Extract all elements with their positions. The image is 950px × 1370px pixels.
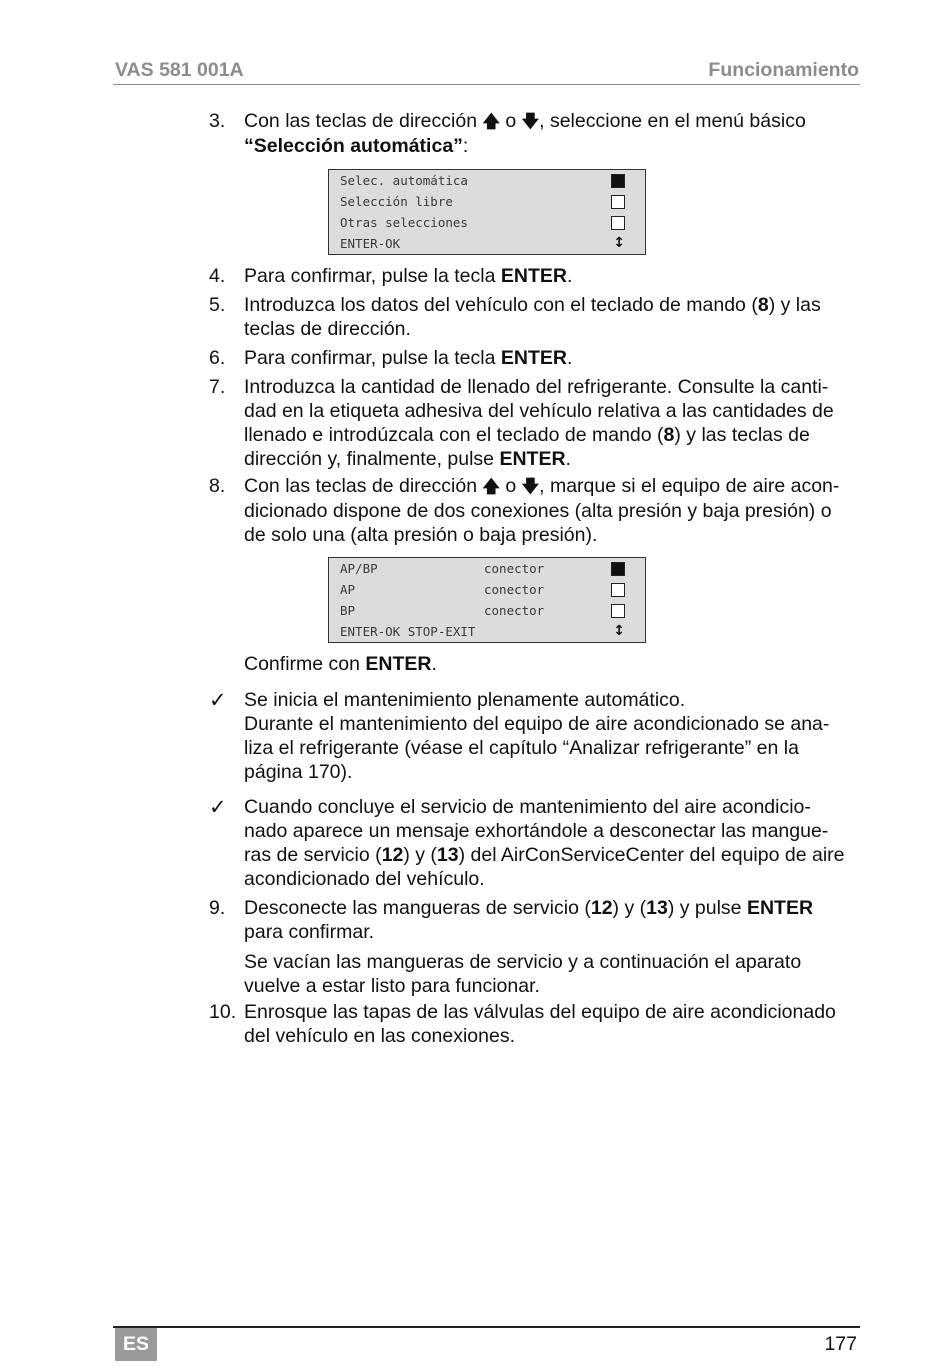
arrow-up-icon: 🡅 xyxy=(482,477,500,497)
page-number: 177 xyxy=(824,1333,857,1355)
step-text: dirección y, finalmente, pulse xyxy=(244,448,500,470)
step-text: Con las teclas de dirección xyxy=(244,110,483,132)
step-text: vuelve a estar listo para funcionar. xyxy=(244,975,540,997)
step-10 xyxy=(209,1000,860,1048)
step-8 xyxy=(209,474,860,547)
result-text: Se inicia el mantenimiento plenamente automático. xyxy=(244,689,686,711)
checkmark-icon: ✓ xyxy=(209,688,227,712)
step-text: . xyxy=(566,347,573,369)
step-text: Para confirmar, pulse la tecla xyxy=(244,265,501,287)
result-text: ras de servicio ( xyxy=(244,844,382,866)
lcd-label: ENTER-OK xyxy=(340,236,401,251)
language-badge: ES xyxy=(115,1328,157,1361)
selected-box-icon xyxy=(611,562,625,576)
part-ref: 13 xyxy=(646,897,668,919)
part-ref: 12 xyxy=(381,844,404,866)
step-text: ) y pulse xyxy=(667,897,747,919)
arrow-up-icon: 🡅 xyxy=(482,112,500,132)
step-text: ) y ( xyxy=(612,897,647,919)
lcd-label: Selec. automática xyxy=(340,173,468,188)
empty-box-icon xyxy=(611,604,625,618)
lcd-row xyxy=(340,579,645,600)
result-text: acondicionado del vehículo. xyxy=(244,868,485,890)
footer-divider xyxy=(113,1326,860,1328)
selected-box-icon xyxy=(611,174,625,188)
step-text: . xyxy=(565,448,571,470)
lcd-label: AP/BP xyxy=(340,561,378,576)
step-text: Confirme con xyxy=(244,653,366,675)
lcd-label: Selección libre xyxy=(340,194,453,209)
step-text: Se vacían las mangueras de servicio y a continuación el aparato xyxy=(244,951,802,973)
step-text: dad en la etiqueta adhesiva del vehículo relativa a las cantidades de xyxy=(244,400,834,422)
result-text: Durante el mantenimiento del equipo de aire acondicionado se ana- xyxy=(244,713,830,735)
step-text: Con las teclas de dirección xyxy=(244,475,483,497)
step-number: 5. xyxy=(209,294,226,316)
empty-box-icon xyxy=(611,583,625,597)
step-text: llenado e introdúzcala con el teclado de mando ( xyxy=(244,424,664,446)
lcd-label: conector xyxy=(484,603,545,618)
result-2 xyxy=(209,795,860,891)
result-text: ) del AirConServiceCenter del equipo de aire xyxy=(458,844,845,866)
step-text: Introduzca la cantidad de llenado del refrigerante. Consulte la canti- xyxy=(244,376,829,398)
document-code: VAS 581 001A xyxy=(115,59,244,81)
checkmark-icon: ✓ xyxy=(209,795,227,819)
step-text: , marque si el equipo de aire acon- xyxy=(539,475,840,497)
step-number: 7. xyxy=(209,376,226,398)
result-text: nado aparece un mensaje exhortándole a desconectar las mangue- xyxy=(244,820,829,842)
result-text: liza el refrigerante (véase el capítulo “Analizar refrigerante” en la xyxy=(244,737,799,759)
step-text: dicionado dispone de dos conexiones (alta presión y baja presión) o xyxy=(244,500,832,522)
up-down-arrow-icon: ↕ xyxy=(613,623,625,639)
lcd-row xyxy=(340,212,645,233)
up-down-arrow-icon: ↕ xyxy=(613,235,625,251)
header-divider xyxy=(113,84,860,85)
step-text: teclas de dirección. xyxy=(244,318,411,340)
step-6 xyxy=(209,346,860,370)
lcd-row xyxy=(340,191,645,212)
step-text: o xyxy=(499,110,522,132)
step-3 xyxy=(209,109,860,158)
step-text: , seleccione en el menú básico xyxy=(539,110,806,132)
lcd-row xyxy=(340,558,645,579)
lcd-display-connections xyxy=(328,557,646,643)
lcd-row xyxy=(340,170,645,191)
step-number: 9. xyxy=(209,897,226,919)
confirm-note xyxy=(209,652,860,676)
part-ref: 12 xyxy=(590,897,613,919)
step-text: Desconecte las mangueras de servicio ( xyxy=(244,897,591,919)
lcd-display-basic-menu xyxy=(328,169,646,255)
result-text: Cuando concluye el servicio de mantenimiento del aire acondicio- xyxy=(244,796,811,818)
arrow-down-icon: 🡇 xyxy=(521,477,540,497)
step-text: . xyxy=(431,653,437,675)
step-text: para confirmar. xyxy=(244,921,375,943)
step-text: : xyxy=(462,135,469,157)
empty-box-icon xyxy=(611,216,625,230)
step-number: 8. xyxy=(209,475,226,497)
step-text: . xyxy=(566,265,573,287)
part-ref: 8 xyxy=(757,294,769,316)
lcd-label: conector xyxy=(484,561,545,576)
step-5 xyxy=(209,293,860,341)
lcd-label: AP xyxy=(340,582,356,597)
result-text: página 170). xyxy=(244,761,353,783)
empty-box-icon xyxy=(611,195,625,209)
lcd-label: Otras selecciones xyxy=(340,215,468,230)
result-text: ) y ( xyxy=(403,844,437,866)
part-ref: 13 xyxy=(436,844,459,866)
step-text: Para confirmar, pulse la tecla xyxy=(244,347,501,369)
step-text: Introduzca los datos del vehículo con el teclado de mando ( xyxy=(244,294,758,316)
step-number: 6. xyxy=(209,347,226,369)
step-text: o xyxy=(499,475,522,497)
lcd-label: ENTER-OK STOP-EXIT xyxy=(340,624,476,639)
step-text: del vehículo en las conexiones. xyxy=(244,1025,516,1047)
result-1 xyxy=(209,688,860,784)
step-number: 3. xyxy=(209,110,226,132)
step-number: 10. xyxy=(209,1001,237,1023)
menu-item-name: “Selección automática” xyxy=(244,135,463,157)
key-name: ENTER xyxy=(365,653,432,675)
step-4 xyxy=(209,264,860,288)
lcd-label: BP xyxy=(340,603,356,618)
step-text: ) y las teclas de xyxy=(674,424,810,446)
key-name: ENTER xyxy=(500,347,567,369)
step-9 xyxy=(209,896,860,998)
step-text: ) y las xyxy=(768,294,821,316)
section-title: Funcionamiento xyxy=(708,59,859,81)
lcd-row xyxy=(340,621,645,642)
key-name: ENTER xyxy=(499,448,566,470)
step-number: 4. xyxy=(209,265,226,287)
part-ref: 8 xyxy=(663,424,675,446)
lcd-row xyxy=(340,600,645,621)
key-name: ENTER xyxy=(746,897,814,919)
step-text: de solo una (alta presión o baja presión). xyxy=(244,524,598,546)
step-7 xyxy=(209,375,860,471)
step-text: Enrosque las tapas de las válvulas del equipo de aire acondicionado xyxy=(244,1001,836,1023)
lcd-row xyxy=(340,233,645,254)
key-name: ENTER xyxy=(500,265,567,287)
arrow-down-icon: 🡇 xyxy=(521,112,540,132)
lcd-label: conector xyxy=(484,582,545,597)
